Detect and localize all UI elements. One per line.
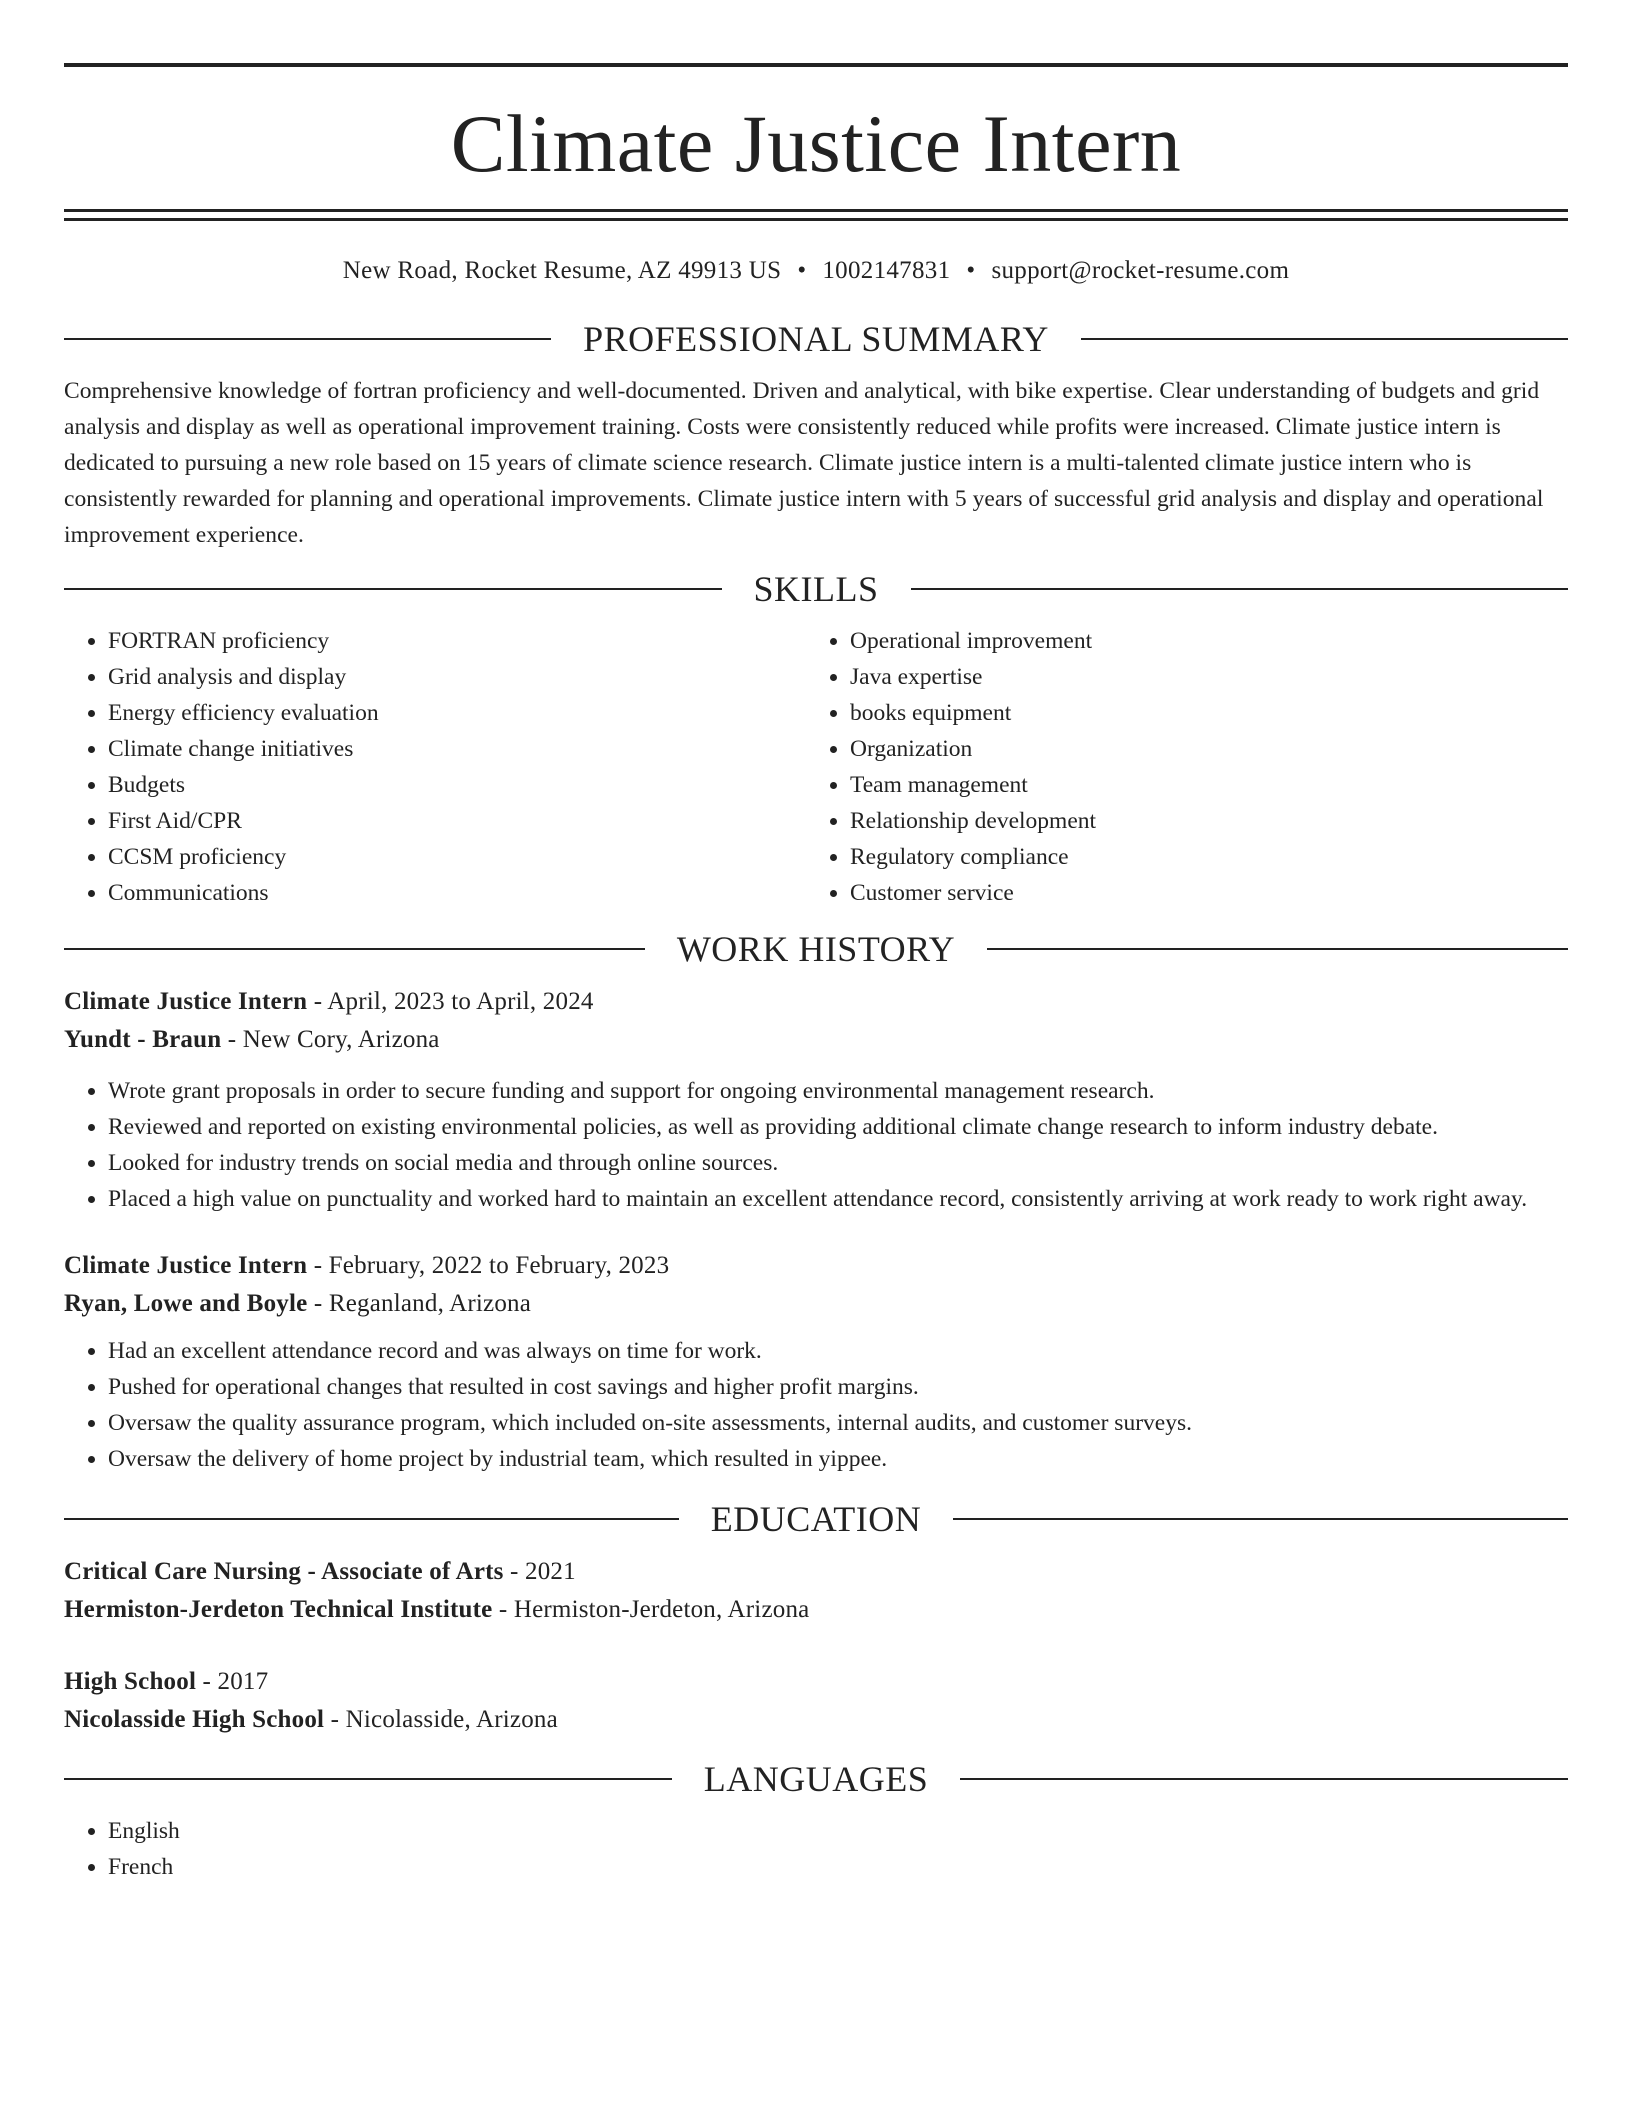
skill-item: • First Aid/CPR bbox=[108, 803, 806, 839]
education-year: - 2021 bbox=[503, 1558, 576, 1585]
language-item: • English bbox=[108, 1813, 1568, 1849]
contact-separator: • bbox=[797, 257, 807, 284]
job-dates: - February, 2022 to February, 2023 bbox=[307, 1252, 670, 1279]
education-degree: High School bbox=[64, 1668, 197, 1695]
section-rule bbox=[953, 1518, 1568, 1520]
summary-text: Comprehensive knowledge of fortran proficiency and well-documented. Driven and analytical, with bike expertise. Clear understanding of budgets and grid analysis and display as well as operational improvement training. Costs were consistently reduced while profits were increased. Climate justice intern is dedicated to pursuing a new role based on 15 years of climate science research. Climate justice intern is a multi-talented climate justice intern who is consistently rewarded for planning and operational improvements. Climate justice intern with 5 years of successful grid analysis and display and operational improvement experience. bbox=[64, 378, 1544, 548]
job-company-line bbox=[64, 1285, 1568, 1323]
section-rule bbox=[64, 588, 722, 590]
languages-list bbox=[64, 1813, 1568, 1885]
job-bullet: • Placed a high value on punctuality and worked hard to maintain an excellent attendance record, consistently arriving at work ready to work right away. bbox=[108, 1181, 1568, 1217]
job-title-line bbox=[64, 1247, 1568, 1285]
skills-column-left bbox=[64, 623, 806, 911]
education-degree-line bbox=[64, 1553, 1568, 1591]
job-company-line bbox=[64, 1021, 1568, 1059]
language-item: • French bbox=[108, 1849, 1568, 1885]
skill-item: • Java expertise bbox=[850, 659, 1548, 695]
section-rule bbox=[960, 1778, 1568, 1780]
skill-item: • Team management bbox=[850, 767, 1548, 803]
section-header-summary bbox=[64, 317, 1568, 361]
section-rule bbox=[911, 588, 1569, 590]
top-rule bbox=[64, 63, 1568, 67]
skill-item: • Budgets bbox=[108, 767, 806, 803]
double-rule bbox=[64, 209, 1568, 221]
contact-phone: 1002147831 bbox=[822, 257, 951, 284]
section-rule bbox=[64, 948, 645, 950]
section-header-languages bbox=[64, 1757, 1568, 1801]
section-title-summary: PROFESSIONAL SUMMARY bbox=[583, 319, 1049, 359]
skill-item: • Operational improvement bbox=[850, 623, 1548, 659]
job-bullets bbox=[64, 1073, 1568, 1217]
education-entry bbox=[64, 1553, 1568, 1629]
skills-list bbox=[64, 623, 1568, 911]
education-year: - 2017 bbox=[196, 1668, 269, 1695]
job-bullet: • Oversaw the quality assurance program, which included on-site assessments, internal audits, and customer surveys. bbox=[108, 1405, 1568, 1441]
job-bullets bbox=[64, 1333, 1568, 1477]
skill-item: • Customer service bbox=[850, 875, 1548, 911]
skill-item: • books equipment bbox=[850, 695, 1548, 731]
section-title-skills: SKILLS bbox=[753, 569, 879, 609]
contact-address: New Road, Rocket Resume, AZ 49913 US bbox=[342, 257, 782, 284]
job-bullet: • Reviewed and reported on existing environmental policies, as well as providing additional climate change research to inform industry debate. bbox=[108, 1109, 1568, 1145]
section-title-education: EDUCATION bbox=[710, 1499, 922, 1539]
skill-item: • FORTRAN proficiency bbox=[108, 623, 806, 659]
education-location: - Nicolasside, Arizona bbox=[324, 1706, 558, 1733]
education-degree: Critical Care Nursing - Associate of Arts bbox=[64, 1558, 504, 1585]
section-rule bbox=[64, 1518, 679, 1520]
education-degree-line bbox=[64, 1663, 1568, 1701]
section-header-education bbox=[64, 1497, 1568, 1541]
job-title-line bbox=[64, 983, 1568, 1021]
resume-name: Climate Justice Intern bbox=[450, 98, 1182, 189]
job-title: Climate Justice Intern bbox=[64, 988, 308, 1015]
skills-column-right bbox=[806, 623, 1548, 911]
job-bullet: • Looked for industry trends on social media and through online sources. bbox=[108, 1145, 1568, 1181]
skill-item: • Climate change initiatives bbox=[108, 731, 806, 767]
skill-item: • Organization bbox=[850, 731, 1548, 767]
job-location: - New Cory, Arizona bbox=[221, 1026, 440, 1053]
skill-item: • Relationship development bbox=[850, 803, 1548, 839]
job-company: Ryan, Lowe and Boyle bbox=[64, 1290, 308, 1317]
section-header-skills bbox=[64, 567, 1568, 611]
contact-line bbox=[64, 255, 1568, 287]
section-rule bbox=[64, 1778, 672, 1780]
job-dates: - April, 2023 to April, 2024 bbox=[307, 988, 594, 1015]
job-bullet: • Wrote grant proposals in order to secure funding and support for ongoing environmental management research. bbox=[108, 1073, 1568, 1109]
job-location: - Reganland, Arizona bbox=[307, 1290, 532, 1317]
skill-item: • CCSM proficiency bbox=[108, 839, 806, 875]
skill-item: • Communications bbox=[108, 875, 806, 911]
job-bullet: • Pushed for operational changes that resulted in cost savings and higher profit margins. bbox=[108, 1369, 1568, 1405]
education-school: Nicolasside High School bbox=[64, 1706, 325, 1733]
section-rule bbox=[1081, 338, 1568, 340]
education-entry bbox=[64, 1663, 1568, 1739]
section-title-work: WORK HISTORY bbox=[676, 929, 956, 969]
education-school-line bbox=[64, 1701, 1568, 1739]
job-company: Yundt - Braun bbox=[64, 1026, 222, 1053]
section-header-work bbox=[64, 927, 1568, 971]
skill-item: • Energy efficiency evaluation bbox=[108, 695, 806, 731]
education-location: - Hermiston-Jerdeton, Arizona bbox=[492, 1596, 810, 1623]
section-rule bbox=[987, 948, 1568, 950]
skill-item: • Regulatory compliance bbox=[850, 839, 1548, 875]
section-rule bbox=[64, 338, 551, 340]
job-bullet: • Had an excellent attendance record and was always on time for work. bbox=[108, 1333, 1568, 1369]
contact-email[interactable]: support@rocket-resume.com bbox=[991, 257, 1290, 284]
job-title: Climate Justice Intern bbox=[64, 1252, 308, 1279]
education-school: Hermiston-Jerdeton Technical Institute bbox=[64, 1596, 493, 1623]
education-school-line bbox=[64, 1591, 1568, 1629]
work-entry bbox=[64, 1247, 1568, 1477]
skill-item: • Grid analysis and display bbox=[108, 659, 806, 695]
work-entry bbox=[64, 983, 1568, 1217]
section-title-languages: LANGUAGES bbox=[703, 1759, 929, 1799]
job-bullet: • Oversaw the delivery of home project by industrial team, which resulted in yippee. bbox=[108, 1441, 1568, 1477]
contact-separator: • bbox=[966, 257, 976, 284]
